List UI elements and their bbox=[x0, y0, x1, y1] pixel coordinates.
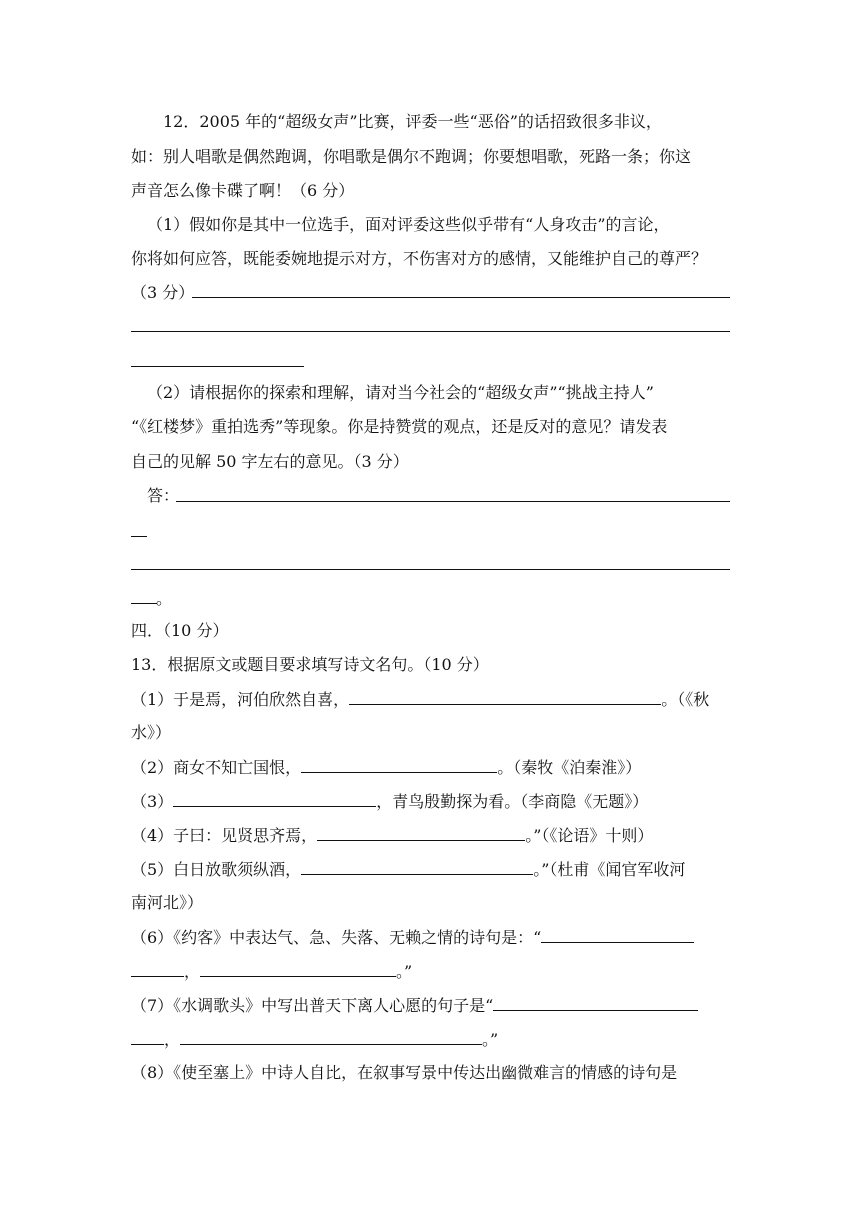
q13-item-5-cont: 南河北》） bbox=[131, 893, 204, 912]
q12-part1-line-1: （1）假如你是其中一位选手，面对评委这些似乎带有“人身攻击”的言论， bbox=[147, 215, 670, 234]
q12-part2-answer-blank-2[interactable] bbox=[131, 536, 147, 537]
q13-item-7-comma: ， bbox=[164, 1030, 181, 1049]
q13-item-4-source: 。”（《论语》十则） bbox=[525, 826, 654, 845]
q13-item-5-blank[interactable] bbox=[301, 858, 533, 875]
q13-item-7-blank-1[interactable] bbox=[493, 994, 698, 1011]
q13-item-2 bbox=[131, 756, 641, 779]
q13-item-3-text: ，青鸟殷勤探为看。（李商隐《无题》） bbox=[376, 792, 649, 811]
q12-part2-answer-blank-1[interactable] bbox=[176, 501, 730, 502]
q13-item-8: （8）《使至塞上》中诗人自比，在叙事写景中传达出幽微难言的情感的诗句是 bbox=[131, 1063, 678, 1082]
q12-part2-line-3: 自己的见解 50 字左右的意见。（3 分） bbox=[131, 452, 409, 471]
q13-item-3-num: （3） bbox=[131, 792, 174, 811]
q13-item-1-text: （1）于是焉，河伯欣然自喜， bbox=[131, 690, 350, 709]
q13-item-6-blank-2[interactable] bbox=[131, 960, 184, 977]
q12-part1-line-3: （3 分） bbox=[131, 283, 195, 302]
q12-end-period: 。 bbox=[156, 589, 173, 608]
q13-item-1-blank[interactable] bbox=[349, 688, 661, 705]
q13-item-3 bbox=[131, 790, 648, 813]
q13-item-5 bbox=[131, 858, 685, 881]
q13-item-2-text: （2）商女不知亡国恨， bbox=[131, 758, 302, 777]
q13-item-7-blank-2[interactable] bbox=[131, 1028, 164, 1045]
q13-item-1-source: 。（《秋 bbox=[661, 690, 710, 709]
q13-item-7-text: （7）《水调歌头》中写出普天下离人心愿的句子是“ bbox=[131, 996, 494, 1015]
q12-part1-answer-blank-3[interactable] bbox=[131, 366, 304, 367]
q13-item-7 bbox=[131, 994, 698, 1017]
q13-item-3-blank[interactable] bbox=[173, 790, 376, 807]
q13-item-6-blank-3[interactable] bbox=[200, 960, 396, 977]
q13-item-7-cont bbox=[131, 1028, 498, 1051]
q13-item-6-end: 。” bbox=[396, 962, 413, 981]
q12-part2-line-1: （2）请根据你的探索和理解，请对当今社会的“超级女声”“挑战主持人” bbox=[147, 383, 654, 402]
q13-item-6-blank-1[interactable] bbox=[541, 926, 694, 943]
q13-item-4-text: （4）子曰：见贤思齐焉， bbox=[131, 826, 318, 845]
q12-stem-line-3: 声音怎么像卡碟了啊！（6 分） bbox=[131, 181, 355, 200]
q12-part2-answer-blank-3[interactable] bbox=[131, 569, 730, 570]
q13-item-6-text: （6）《约客》中表达气、急、失落、无赖之情的诗句是：“ bbox=[131, 928, 542, 947]
q13-item-2-source: 。（秦牧《泊秦淮》） bbox=[497, 758, 642, 777]
q12-stem-line-1: 12．2005 年的“超级女声”比赛，评委一些“恶俗”的话招致很多非议， bbox=[163, 112, 662, 131]
q13-item-6-comma: ， bbox=[184, 962, 201, 981]
q12-part1-line-2: 你将如何应答，既能委婉地提示对方，不伤害对方的感情，又能维护自己的尊严？ bbox=[131, 249, 708, 268]
q13-item-6-cont bbox=[131, 960, 412, 983]
q13-stem: 13．根据原文或题目要求填写诗文名句。（10 分） bbox=[131, 655, 489, 674]
q12-stem-line-2: 如：别人唱歌是偶然跑调，你唱歌是偶尔不跑调；你要想唱歌，死路一条；你这 bbox=[131, 147, 692, 166]
q13-item-7-end: 。” bbox=[482, 1030, 499, 1049]
q13-item-4-blank[interactable] bbox=[317, 824, 525, 841]
section-4-title: 四．（10 分） bbox=[131, 621, 229, 640]
q12-answer-label: 答： bbox=[147, 486, 180, 505]
q12-part2-answer-blank-4[interactable] bbox=[131, 603, 157, 604]
q12-part1-answer-blank-2[interactable] bbox=[131, 331, 730, 332]
q13-item-4 bbox=[131, 824, 653, 847]
q13-item-6 bbox=[131, 926, 694, 949]
q13-item-2-blank[interactable] bbox=[301, 756, 497, 773]
q12-part2-line-2: “《红楼梦》重拍选秀”等现象。你是持赞赏的观点，还是反对的意见？请发表 bbox=[131, 417, 668, 436]
q12-part1-answer-blank-1[interactable] bbox=[192, 297, 730, 298]
q13-item-7-blank-3[interactable] bbox=[180, 1028, 482, 1045]
q13-item-1-cont: 水》） bbox=[131, 723, 172, 742]
q13-item-5-text: （5）白日放歌须纵酒， bbox=[131, 860, 302, 879]
q13-item-5-source: 。”（杜甫《闻官军收河 bbox=[533, 860, 686, 879]
q13-item-1 bbox=[131, 688, 709, 711]
